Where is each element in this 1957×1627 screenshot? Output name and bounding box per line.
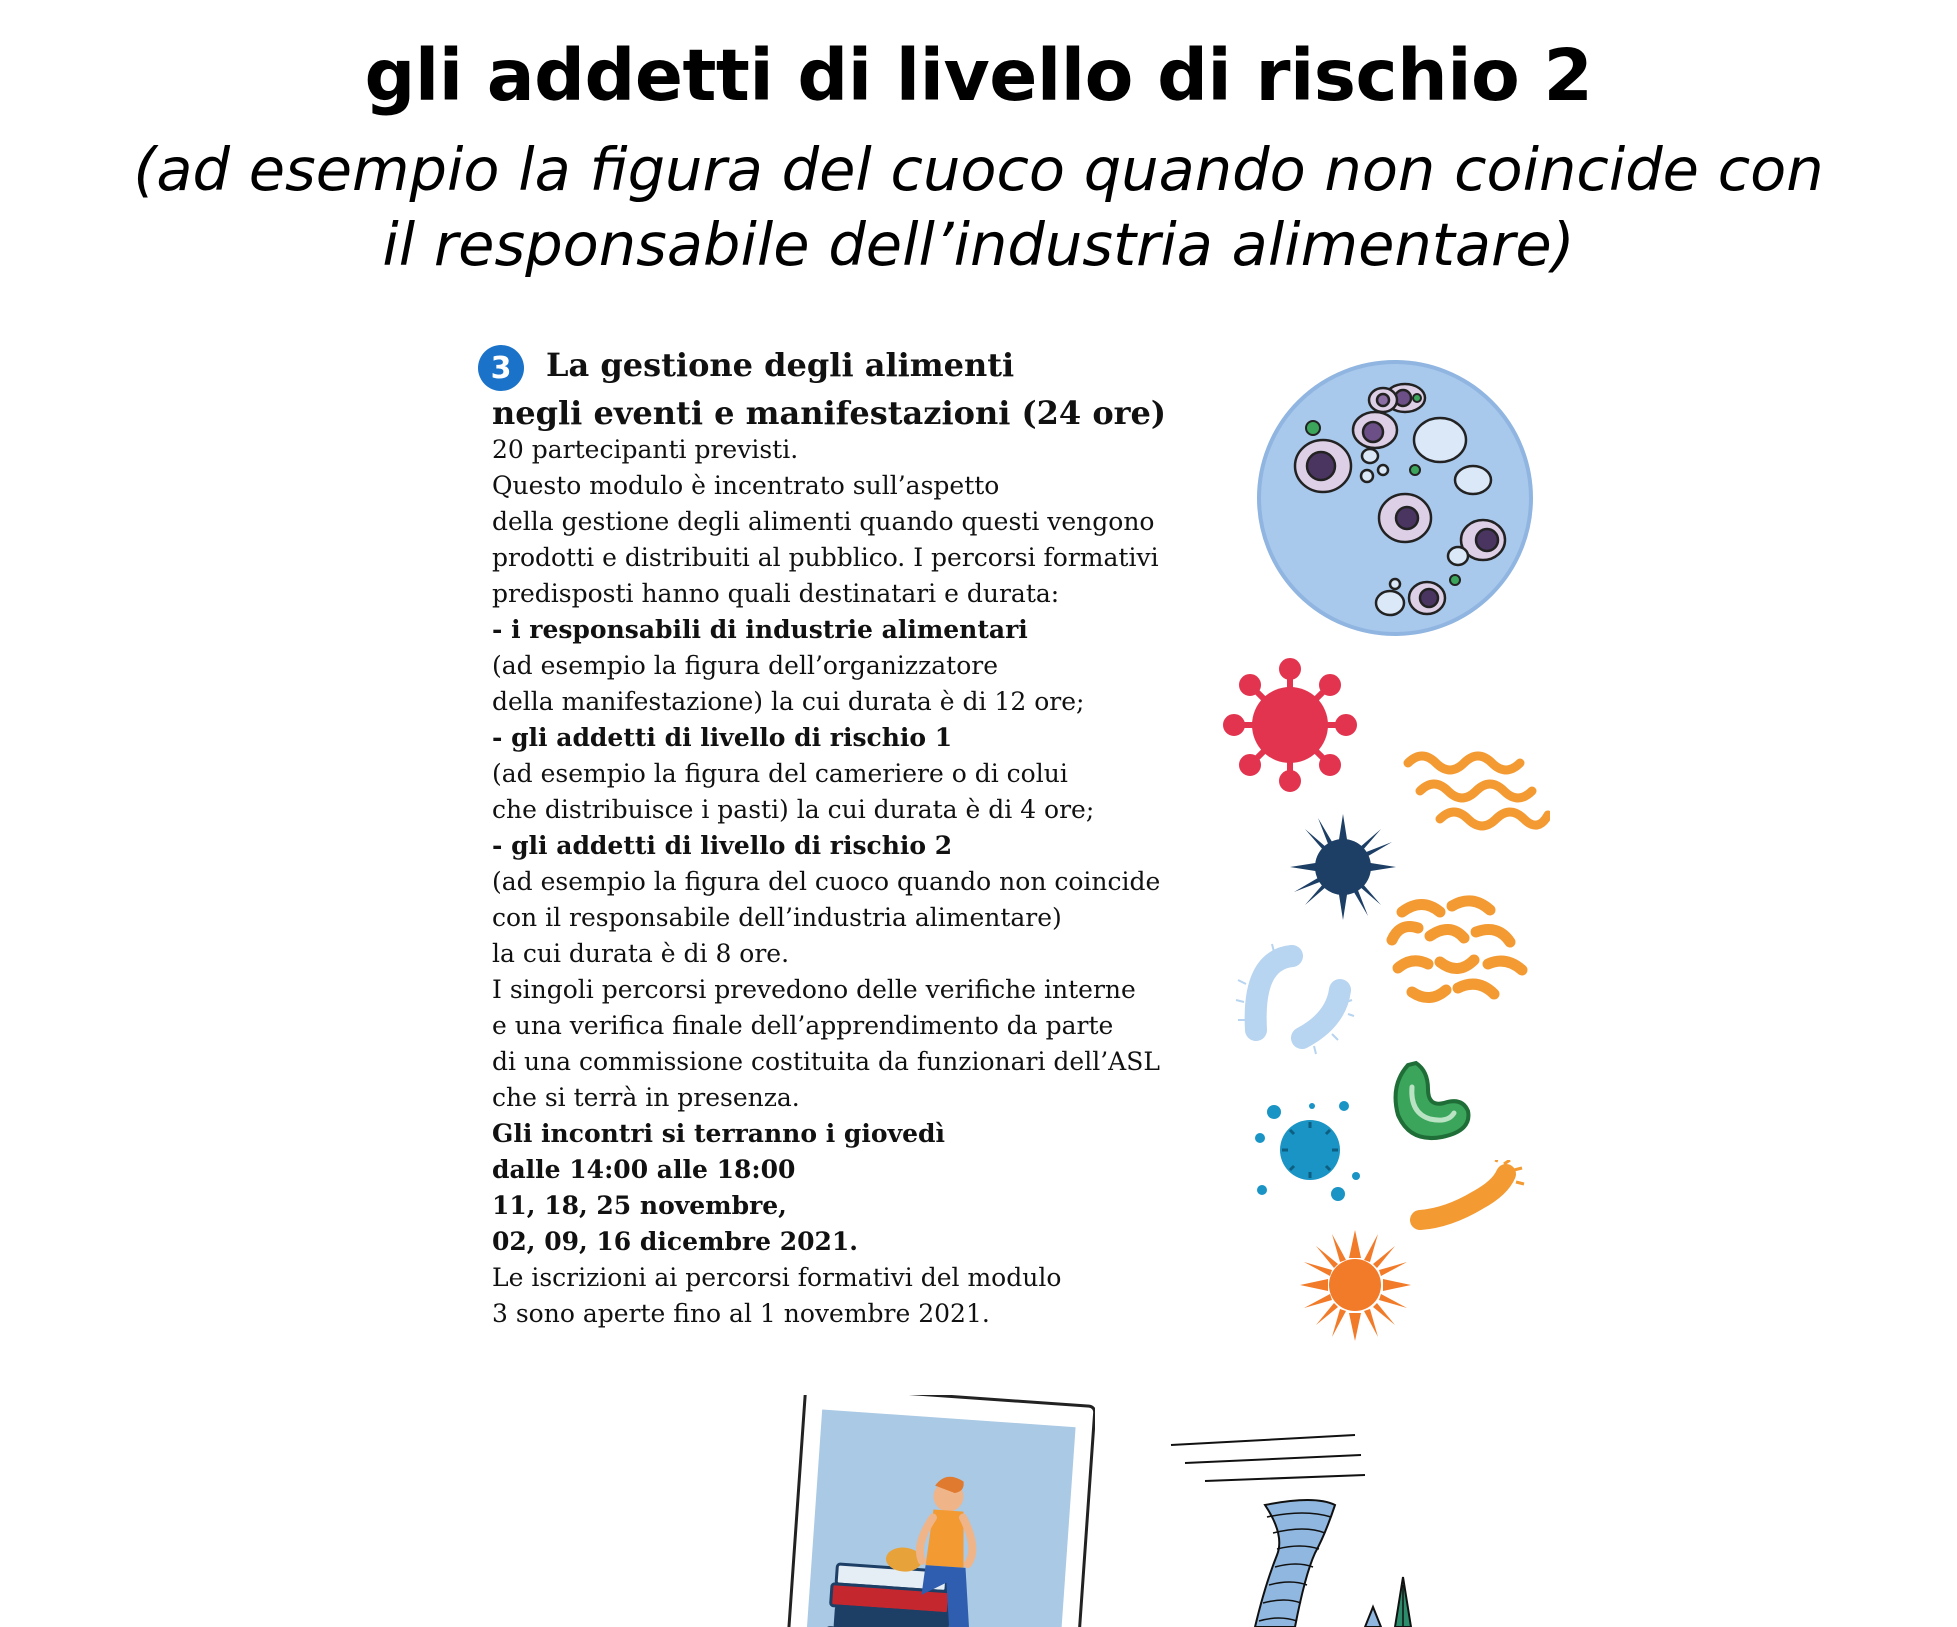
body-line: Questo modulo è incentrato sull’aspetto [492,471,1000,500]
body-line-bold: dalle 14:00 alle 18:00 [492,1155,796,1184]
green-bacteria-icon [1388,1055,1478,1145]
orange-cluster-bacteria-icon [1382,892,1532,1012]
body-line: prodotti e distribuiti al pubblico. I percorsi formativi [492,543,1159,572]
page-subtitle-line-1: (ad esempio la figura del cuoco quando non coincide con [133,135,1824,204]
body-line: con il responsabile dell’industria alimentare) [492,903,1062,932]
body-line-bold: 02, 09, 16 dicembre 2021. [492,1227,858,1256]
body-line-bold: - gli addetti di livello di rischio 1 [492,723,953,752]
body-line: (ad esempio la figura dell’organizzatore [492,651,998,680]
body-line-bold: 11, 18, 25 novembre, [492,1191,787,1220]
module-number-badge: 3 [478,345,524,391]
tornado-icon [1165,1425,1435,1627]
body-line-bold: - gli addetti di livello di rischio 2 [492,831,953,860]
orange-squiggle-bacteria-icon [1400,745,1550,840]
student-on-books-photo [755,1395,1095,1627]
orange-virus-icon [1298,1228,1413,1343]
body-line: e una verifica finale dell’apprendimento da parte [492,1011,1114,1040]
blue-rod-bacteria-icon [1232,940,1362,1060]
module-heading-line-1: La gestione degli alimenti [546,346,1015,384]
body-line: che si terrà in presenza. [492,1083,800,1112]
body-line: che distribuisce i pasti) la cui durata è di 4 ore; [492,795,1095,824]
petri-dish-icon [1255,358,1535,638]
body-line: di una commissione costituita da funzionari dell’ASL [492,1047,1160,1076]
body-line: Le iscrizioni ai percorsi formativi del modulo [492,1263,1062,1292]
body-line: 3 sono aperte fino al 1 novembre 2021. [492,1299,990,1328]
body-line: predisposti hanno quali destinatari e durata: [492,579,1060,608]
body-line: della manifestazione) la cui durata è di 12 ore; [492,687,1085,716]
body-line: della gestione degli alimenti quando questi vengono [492,507,1155,536]
body-line-bold: - i responsabili di industrie alimentari [492,615,1028,644]
body-line-bold: Gli incontri si terranno i giovedì [492,1119,945,1148]
body-line: 20 partecipanti previsti. [492,435,799,464]
page-title: gli addetti di livello di rischio 2 [364,34,1593,117]
body-line: (ad esempio la figura del cameriere o di colui [492,759,1068,788]
body-line: la cui durata è di 8 ore. [492,939,790,968]
module-heading-line-2: negli eventi e manifestazioni (24 ore) [492,394,1167,432]
orange-rod-bacteria-icon [1408,1160,1526,1240]
red-virus-icon [1220,655,1360,795]
body-line: I singoli percorsi prevedono delle verifiche interne [492,975,1136,1004]
teal-virus-icon [1252,1098,1367,1208]
page-subtitle-line-2: il responsabile dell’industria alimentare) [382,210,1575,279]
body-line: (ad esempio la figura del cuoco quando non coincide [492,867,1161,896]
